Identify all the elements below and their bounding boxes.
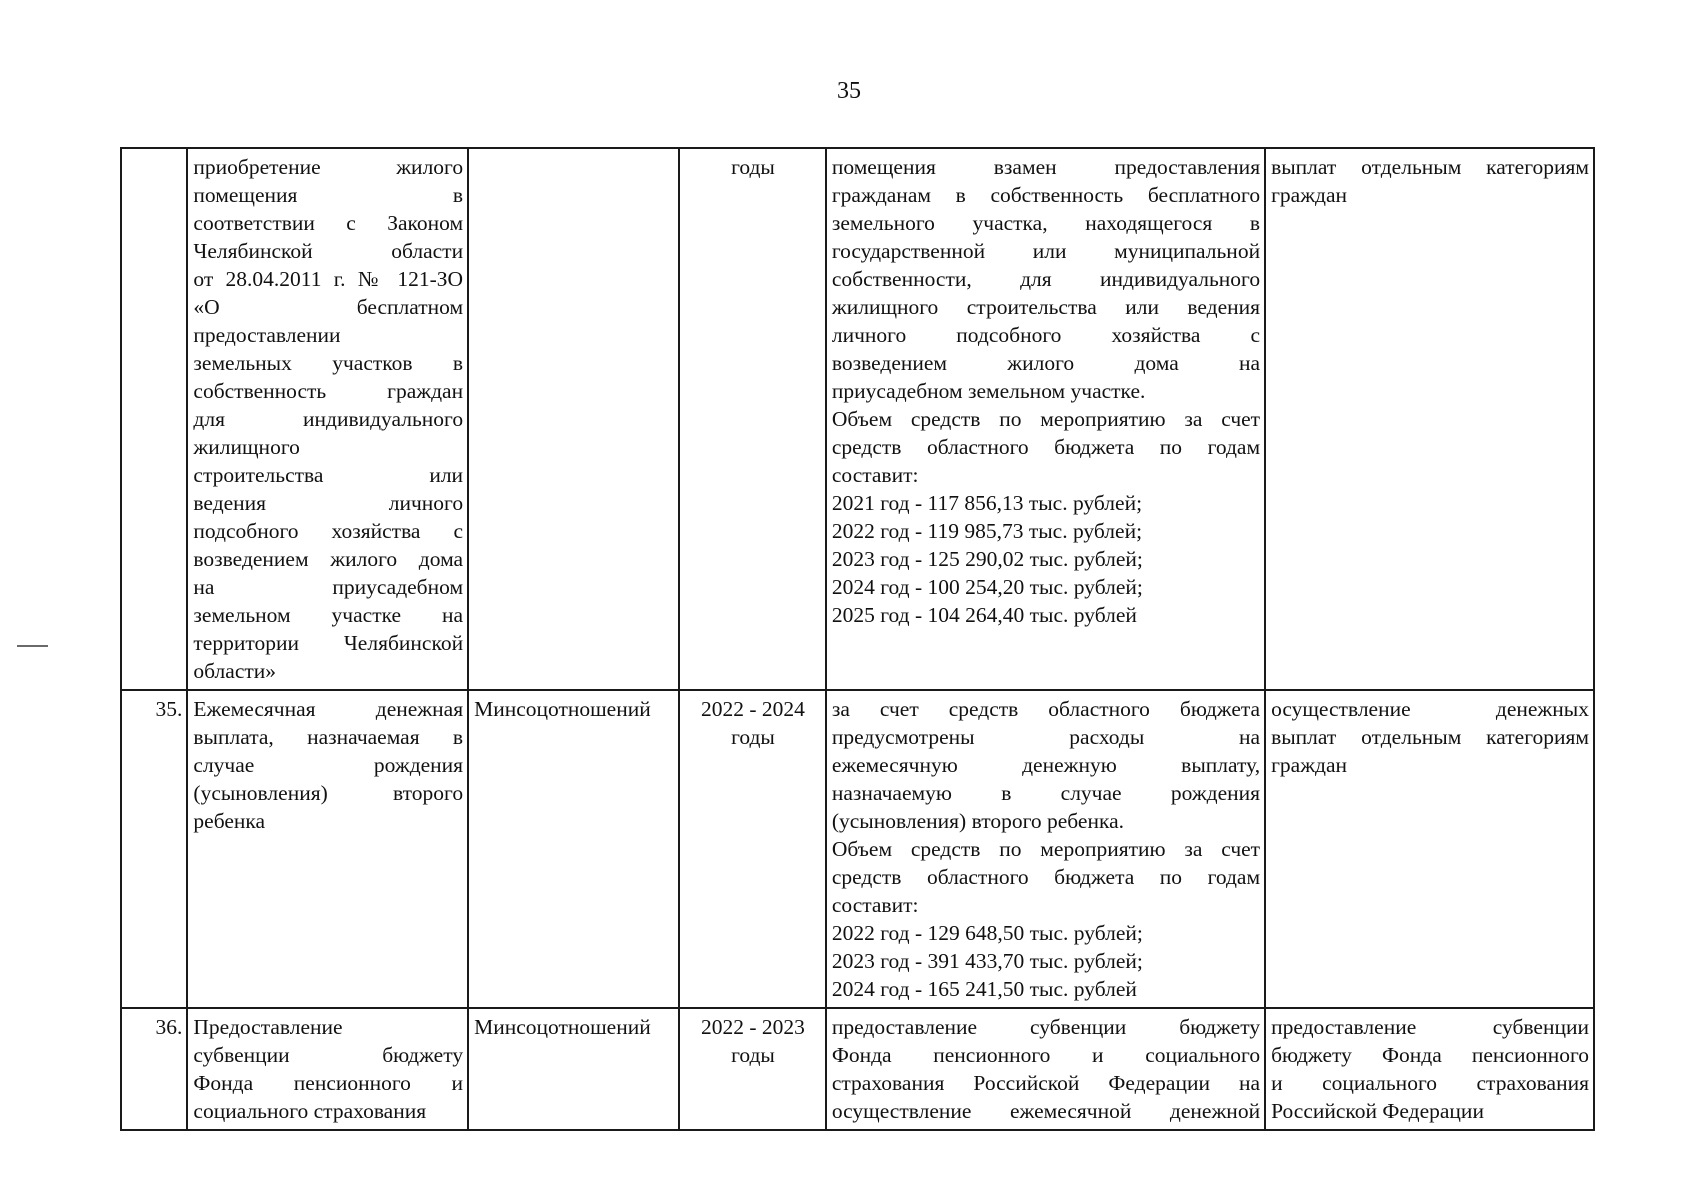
description_lines-line: осуществление ежемесячной денежной: [831, 1099, 1261, 1123]
description_lines-line: государственной или муниципальной: [831, 239, 1261, 263]
executor-cell: [468, 148, 679, 690]
description_lines-line: (усыновления) второго ребенка.: [831, 809, 1125, 833]
result_lines-line: осуществление денежных: [1271, 697, 1589, 721]
row-number-cell: [121, 148, 187, 690]
name_lines-line: области»: [193, 659, 277, 683]
description_lines-line: составит:: [831, 893, 919, 917]
description_lines-line: Объем средств по мероприятию за счет: [831, 837, 1261, 861]
description_lines-line: Объем средств по мероприятию за счет: [831, 407, 1261, 431]
result_lines-line: и социального страхования: [1271, 1071, 1589, 1095]
name_lines-line: земельных участков в: [193, 351, 464, 375]
description_lines-line: составит:: [831, 463, 919, 487]
description-cell: [826, 690, 1265, 1008]
result_lines-line: выплат отдельным категориям: [1271, 725, 1589, 749]
row-number: 36.: [155, 1015, 183, 1039]
name_lines-line: приобретение жилого: [193, 155, 464, 179]
description_lines-line: средств областного бюджета по годам: [831, 435, 1261, 459]
description_lines-line: предусмотрены расходы на: [831, 725, 1261, 749]
period-line: годы: [731, 155, 775, 179]
description_lines-line: помещения взамен предоставления: [831, 155, 1261, 179]
executor-cell: [468, 1008, 679, 1130]
period-cell: [679, 690, 826, 1008]
funding-amount: 2022 год - 129 648,50 тыс. рублей;: [831, 921, 1143, 945]
funding-amount: 2022 год - 119 985,73 тыс. рублей;: [831, 519, 1143, 543]
result-cell: [1265, 1008, 1594, 1130]
name_lines-line: Предоставление: [193, 1015, 343, 1039]
funding-amount: 2024 год - 165 241,50 тыс. рублей: [831, 977, 1137, 1001]
period-cell: [679, 148, 826, 690]
result-cell: [1265, 690, 1594, 1008]
executor: Минсоцотношений: [474, 1015, 651, 1039]
name_lines-line: подсобного хозяйства с: [193, 519, 464, 543]
description_lines-line: личного подсобного хозяйства с: [831, 323, 1261, 347]
name_lines-line: жилищного: [193, 435, 300, 459]
result_lines-line: выплат отдельным категориям: [1271, 155, 1589, 179]
name_lines-line: на приусадебном: [193, 575, 464, 599]
description_lines-line: Фонда пенсионного и социального: [831, 1043, 1261, 1067]
executor-cell: [468, 690, 679, 1008]
funding-amount: 2023 год - 125 290,02 тыс. рублей;: [831, 547, 1143, 571]
name_lines-line: собственность граждан: [193, 379, 464, 403]
measure-name-cell: [187, 1008, 468, 1130]
description-cell: [826, 148, 1265, 690]
table-row: [121, 148, 1594, 690]
description_lines-line: приусадебном земельном участке.: [831, 379, 1146, 403]
description-cell: [826, 1008, 1265, 1130]
result_lines-line: граждан: [1271, 753, 1348, 777]
name_lines-line: для индивидуального: [193, 407, 464, 431]
name_lines-line: ребенка: [193, 809, 266, 833]
funding-amount: 2025 год - 104 264,40 тыс. рублей: [831, 603, 1137, 627]
name_lines-line: строительства или: [193, 463, 464, 487]
period-line: годы: [731, 725, 775, 749]
name_lines-line: Челябинской области: [193, 239, 464, 263]
result_lines-line: граждан: [1271, 183, 1348, 207]
description_lines-line: возведением жилого дома на: [831, 351, 1261, 375]
description_lines-line: средств областного бюджета по годам: [831, 865, 1261, 889]
name_lines-line: случае рождения: [193, 753, 464, 777]
name_lines-line: выплата, назначаемая в: [193, 725, 464, 749]
description_lines-line: за счет средств областного бюджета: [831, 697, 1261, 721]
row-number-cell: [121, 1008, 187, 1130]
description_lines-line: гражданам в собственность бесплатного: [831, 183, 1261, 207]
name_lines-line: Фонда пенсионного и: [193, 1071, 464, 1095]
name_lines-line: Ежемесячная денежная: [193, 697, 464, 721]
description_lines-line: страхования Российской Федерации на: [831, 1071, 1261, 1095]
description_lines-line: жилищного строительства или ведения: [831, 295, 1261, 319]
name_lines-line: социального страхования: [193, 1099, 427, 1123]
name_lines-line: (усыновления) второго: [193, 781, 464, 805]
description_lines-line: предоставление субвенции бюджету: [831, 1015, 1261, 1039]
description_lines-line: ежемесячную денежную выплату,: [831, 753, 1261, 777]
name_lines-line: соответствии с Законом: [193, 211, 464, 235]
name_lines-line: субвенции бюджету: [193, 1043, 464, 1067]
measures-table: [120, 147, 1595, 1131]
period-line: 2022 - 2024: [701, 697, 805, 721]
table-row: [121, 1008, 1594, 1130]
table-row: [121, 690, 1594, 1008]
period-line: 2022 - 2023: [701, 1015, 805, 1039]
period-cell: [679, 1008, 826, 1130]
name_lines-line: предоставлении: [193, 323, 341, 347]
margin-mark: [17, 645, 48, 647]
page-number: 35: [837, 78, 861, 104]
row-number: 35.: [155, 697, 183, 721]
funding-amount: 2021 год - 117 856,13 тыс. рублей;: [831, 491, 1143, 515]
name_lines-line: территории Челябинской: [193, 631, 464, 655]
result-cell: [1265, 148, 1594, 690]
measure-name-cell: [187, 148, 468, 690]
name_lines-line: от 28.04.2011 г. № 121-ЗО: [193, 267, 464, 291]
executor: Минсоцотношений: [474, 697, 651, 721]
name_lines-line: помещения в: [193, 183, 464, 207]
name_lines-line: возведением жилого дома: [193, 547, 464, 571]
funding-amount: 2023 год - 391 433,70 тыс. рублей;: [831, 949, 1143, 973]
measure-name-cell: [187, 690, 468, 1008]
result_lines-line: Российской Федерации: [1271, 1099, 1484, 1123]
funding-amount: 2024 год - 100 254,20 тыс. рублей;: [831, 575, 1143, 599]
description_lines-line: земельного участка, находящегося в: [831, 211, 1261, 235]
row-number-cell: [121, 690, 187, 1008]
name_lines-line: земельном участке на: [193, 603, 464, 627]
period-line: годы: [731, 1043, 775, 1067]
result_lines-line: предоставление субвенции: [1271, 1015, 1589, 1039]
description_lines-line: назначаемую в случае рождения: [831, 781, 1261, 805]
name_lines-line: «О бесплатном: [193, 295, 464, 319]
result_lines-line: бюджету Фонда пенсионного: [1271, 1043, 1589, 1067]
name_lines-line: ведения личного: [193, 491, 464, 515]
description_lines-line: собственности, для индивидуального: [831, 267, 1261, 291]
table-body: [121, 148, 1594, 1130]
